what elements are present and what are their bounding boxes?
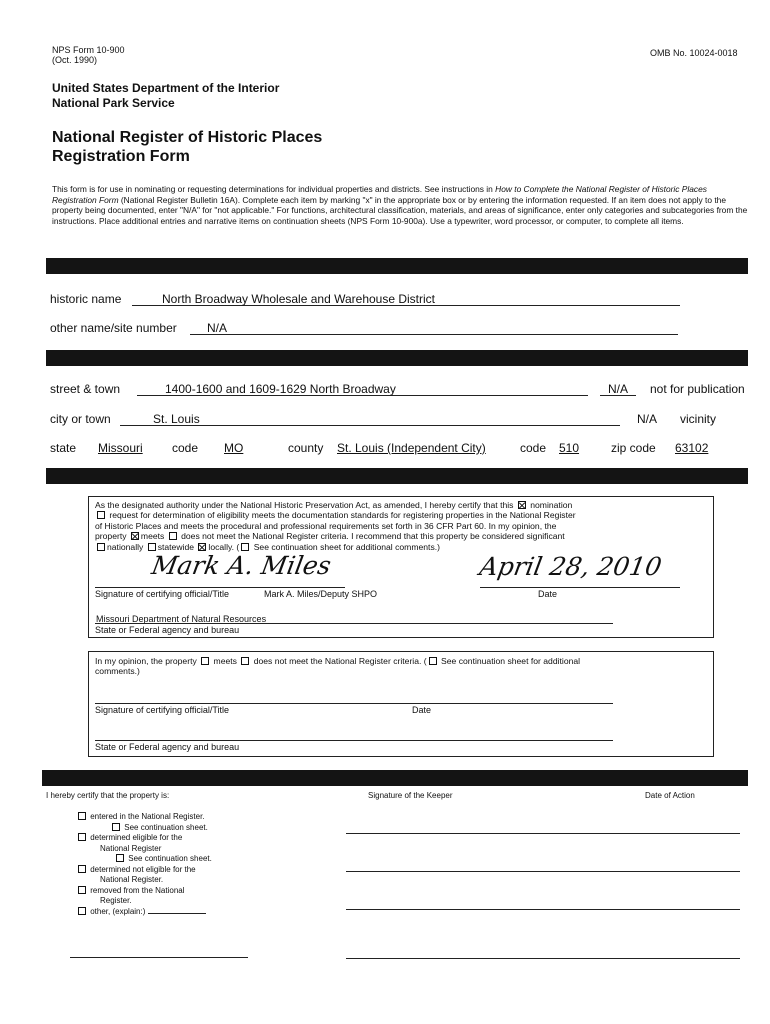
other-checkbox[interactable] <box>78 907 86 915</box>
other-name-value[interactable]: N/A <box>207 321 228 335</box>
street-label: street & town <box>50 382 121 396</box>
not-eligible-checkbox[interactable] <box>78 865 86 873</box>
other-explain-line <box>70 957 248 958</box>
opinion-signature-label: Signature of certifying official/Title <box>95 705 230 715</box>
form-number: NPS Form 10-900 <box>52 45 125 55</box>
other-name-label: other name/site number <box>50 321 177 335</box>
street-value[interactable]: 1400-1600 and 1609-1629 North Broadway <box>165 382 396 396</box>
nomination-checkbox[interactable] <box>518 501 526 509</box>
eligible-continuation-checkbox[interactable] <box>116 854 124 862</box>
handwritten-date: April 28, 2010 <box>477 552 664 581</box>
locally-checkbox[interactable] <box>198 543 206 551</box>
not-for-publication-label: not for publication <box>650 382 745 396</box>
certification-statement: As the designated authority under the National Historic Preservation Act, as amended, I hereby certify that this nomination request for determination of eligibility meets the documentation standards for registering properties in the National Register of Historic Places and meets the procedural and professional requirements set forth in 36 CFR Part 60. In my opinion, the property meets does not meet the National Register criteria. I recommend that this property be considered significant nationally statewide locally. ( See continuation sheet for additional comments.) <box>95 500 576 552</box>
does-not-meet-checkbox[interactable] <box>169 532 177 540</box>
date-of-action-label: Date of Action <box>645 791 695 800</box>
continuation-checkbox[interactable] <box>241 543 249 551</box>
county-code-label: code <box>520 441 547 455</box>
state-label: state <box>50 441 77 455</box>
eligible-checkbox[interactable] <box>78 833 86 841</box>
department-name: United States Department of the Interior <box>52 81 280 95</box>
service-name: National Park Service <box>52 96 175 110</box>
state-value[interactable]: Missouri <box>98 441 143 455</box>
city-label: city or town <box>50 412 111 426</box>
other-name-line <box>190 334 678 335</box>
not-for-publication-value[interactable]: N/A <box>608 382 629 396</box>
keeper-line-2 <box>346 871 740 872</box>
removed-checkbox[interactable] <box>78 886 86 894</box>
county-value[interactable]: St. Louis (Independent City) <box>337 441 486 455</box>
statewide-checkbox[interactable] <box>148 543 156 551</box>
keeper-line-3 <box>346 909 740 910</box>
request-checkbox[interactable] <box>97 511 105 519</box>
handwritten-signature: Mark A. Miles <box>149 551 334 580</box>
zip-label: zip code <box>611 441 656 455</box>
keeper-line-1 <box>346 833 740 834</box>
city-value[interactable]: St. Louis <box>153 412 200 426</box>
entered-checkbox[interactable] <box>78 812 86 820</box>
opinion-date-label: Date <box>412 705 432 715</box>
state-code-label: code <box>172 441 199 455</box>
agency-label: State or Federal agency and bureau <box>95 625 240 635</box>
signature-line <box>95 587 345 588</box>
opinion-continuation-checkbox[interactable] <box>429 657 437 665</box>
agency-value: Missouri Department of Natural Resources <box>96 614 267 624</box>
section-bar-location <box>46 350 748 366</box>
keeper-options: entered in the National Register. See continuation sheet. determined eligible for the National Register See continuation sheet. determined not eligible for the National Register. removed from the National Register. other, (explain:) <box>76 812 296 917</box>
vicinity-label: vicinity <box>680 412 717 426</box>
instructions-paragraph: This form is for use in nominating or requesting determinations for individual properties and districts. See instructions in How to Complete the National Register of Historic Places Registration Form (National Register Bulletin 16A). Complete each item by marking "x" in the appropriate box or by entering the information requested. If an item does not apply to the property being documented, enter "N/A" for "not applicable." For functions, architectural classification, materials, and areas of significance, enter only categories and subcategories from the instructions. Place additional entries and narrative items on continuation sheets (NPS Form 10-900a). Use a typewriter, word processor, or computer, to complete all items. <box>52 184 748 226</box>
zip-value[interactable]: 63102 <box>675 441 709 455</box>
page-subtitle: Registration Form <box>52 148 190 165</box>
keeper-line-4 <box>346 958 740 959</box>
opinion-meets-checkbox[interactable] <box>201 657 209 665</box>
section-bar-certification <box>46 468 748 484</box>
signatory-name: Mark A. Miles/Deputy SHPO <box>264 589 378 599</box>
form-date: (Oct. 1990) <box>52 55 98 65</box>
opinion-agency-line <box>95 740 613 741</box>
meets-checkbox[interactable] <box>131 532 139 540</box>
date-line <box>480 587 680 588</box>
agency-line <box>95 623 613 624</box>
historic-name-value[interactable]: North Broadway Wholesale and Warehouse District <box>162 292 436 306</box>
keeper-signature-label: Signature of the Keeper <box>368 791 453 800</box>
county-label: county <box>288 441 324 455</box>
vicinity-value[interactable]: N/A <box>637 412 658 426</box>
section-bar-keeper <box>42 770 748 786</box>
keeper-certify-label: I hereby certify that the property is: <box>46 791 170 800</box>
entered-continuation-checkbox[interactable] <box>112 823 120 831</box>
opinion-agency-label: State or Federal agency and bureau <box>95 742 240 752</box>
opinion-not-meet-checkbox[interactable] <box>241 657 249 665</box>
opinion-statement: In my opinion, the property meets does not meet the National Register criteria. ( See continuation sheet for additional comments.) <box>95 656 581 677</box>
date-label: Date <box>538 589 558 599</box>
page-title: National Register of Historic Places <box>52 129 323 146</box>
nationally-checkbox[interactable] <box>97 543 105 551</box>
state-code-value[interactable]: MO <box>224 441 244 455</box>
section-bar-name <box>46 258 748 274</box>
signature-label: Signature of certifying official/Title <box>95 589 230 599</box>
county-code-value[interactable]: 510 <box>559 441 580 455</box>
omb-number: OMB No. 10024-0018 <box>650 48 738 58</box>
opinion-signature-line <box>95 703 613 704</box>
historic-name-label: historic name <box>50 292 122 306</box>
